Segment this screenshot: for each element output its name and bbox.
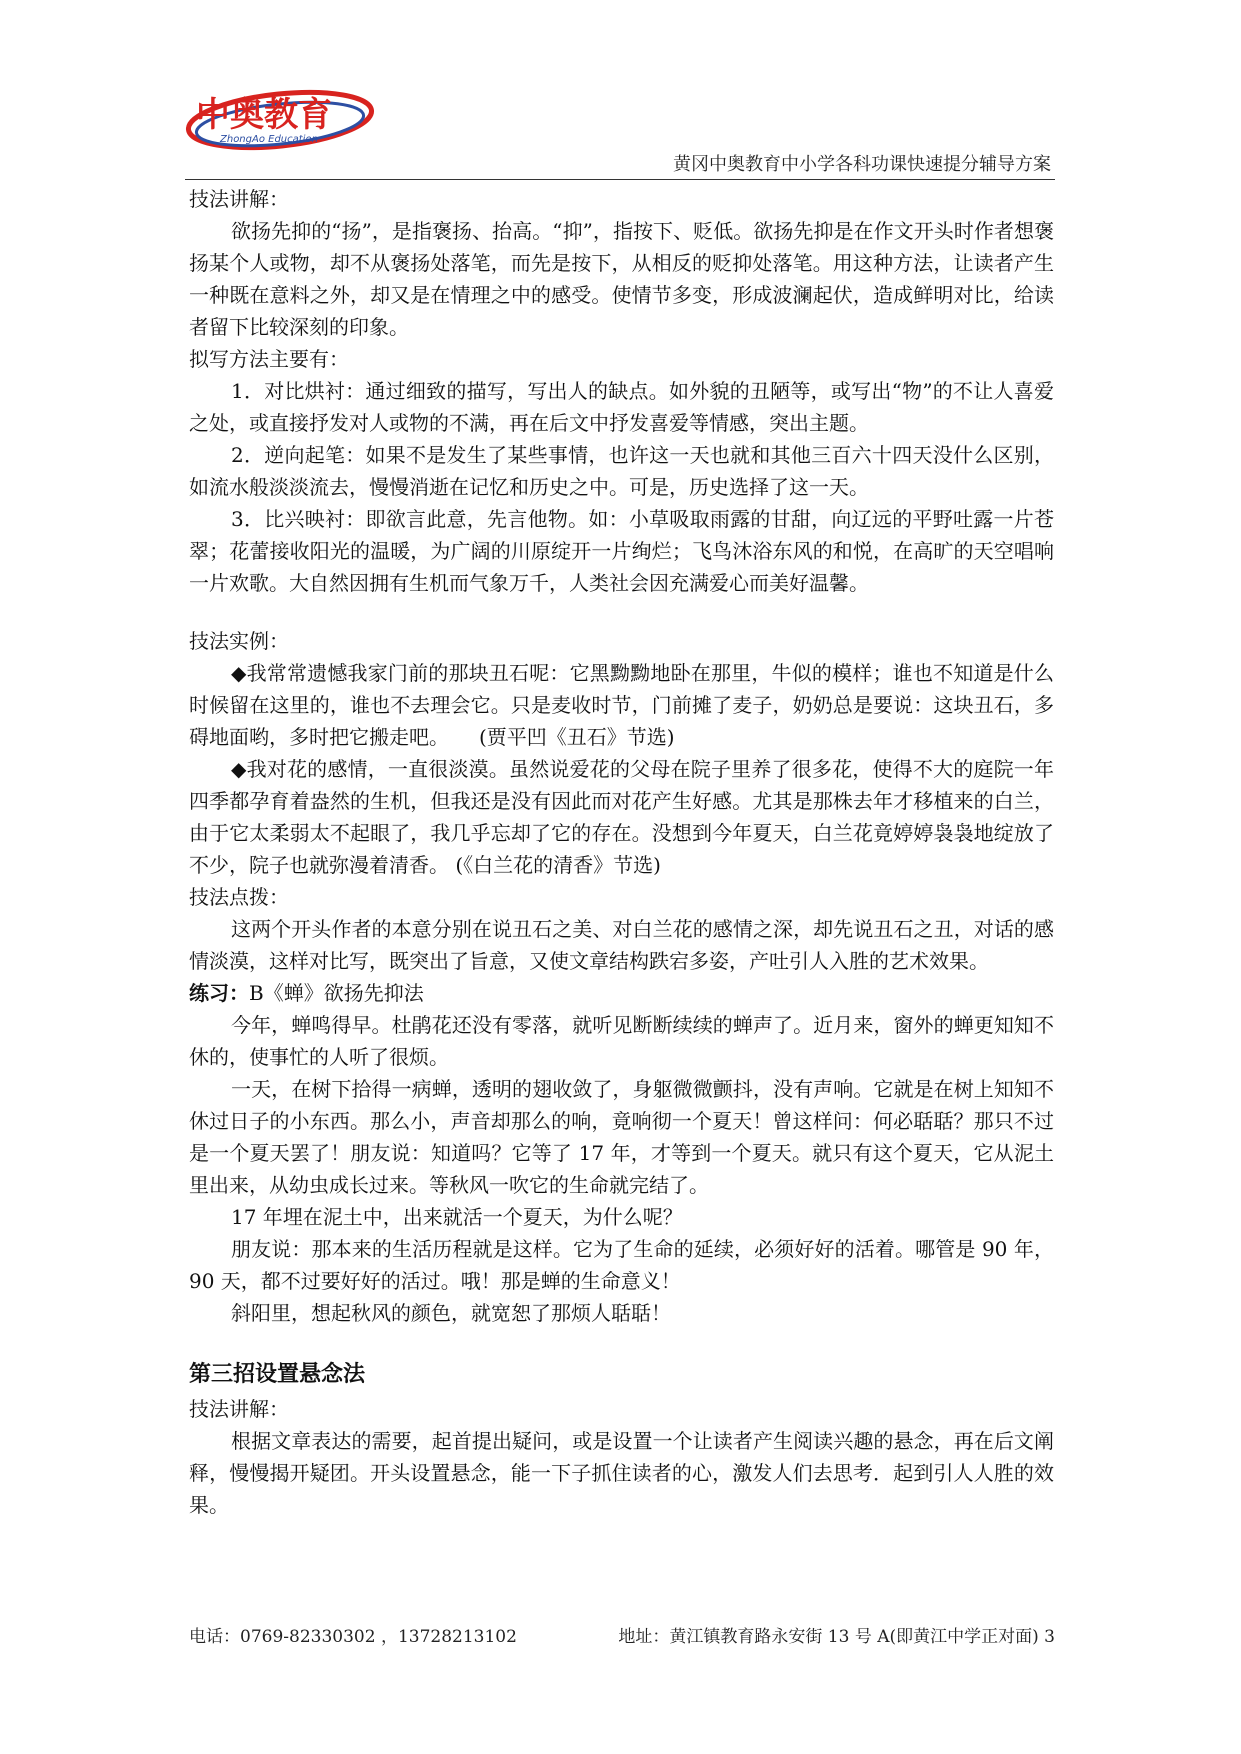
footer-address: 地址：黄江镇教育路永安街 13 号 A(即黄江中学正对面) 3 bbox=[618, 1627, 1055, 1647]
subheading-examples: 技法实例： bbox=[189, 629, 289, 653]
subheading-methods: 拟写方法主要有： bbox=[189, 347, 349, 371]
paragraph: 2．逆向起笔：如果不是发生了某些事情，也许这一天也就和其他三百六十四天没什么区别，如流水般淡淡流去，慢慢消逝在记忆和历史之中。可是，历史选择了这一天。 bbox=[189, 443, 1054, 499]
paragraph: 一天，在树下拾得一病蝉，透明的翅收敛了，身躯微微颤抖，没有声响。它就是在树上知知不休过日子的小东西。那么小，声音却那么的响，竟响彻一个夏天！曾这样问：何必聒聒？那只不过是一个夏天罢了！朋友说：知道吗？它等了 17 年，才等到一个夏天。就只有这个夏天，它从泥土里出来，从幼虫成长过来。等秋风一吹它的生命就完结了。 bbox=[189, 1077, 1054, 1197]
paragraph: 17 年埋在泥土中，出来就活一个夏天，为什么呢？ bbox=[231, 1205, 683, 1229]
example-paragraph: ◆我对花的感情，一直很淡漠。虽然说爱花的父母在院子里养了很多花，使得不大的庭院一年四季都孕育着盎然的生机，但我还是没有因此而对花产生好感。尤其是那株去年才移植来的白兰，由于它太柔弱太不起眼了，我几乎忘却了它的存在。没想到今年夏天，白兰花竟婷婷袅袅地绽放了不少，院子也就弥漫着清香。 (《白兰花的清香》节选) bbox=[189, 757, 1054, 877]
exercise-title: B《蝉》欲扬先抑法 bbox=[249, 981, 424, 1005]
footer bbox=[189, 1622, 1055, 1647]
exercise-heading bbox=[189, 977, 1054, 1009]
subheading-technique: 技法讲解： bbox=[189, 187, 289, 211]
paragraph: 斜阳里，想起秋风的颜色，就宽恕了那烦人聒聒！ bbox=[231, 1301, 671, 1325]
logo-text-cn: 中奥教育 bbox=[196, 95, 332, 135]
spacer bbox=[189, 599, 1054, 625]
section-title: 第三招设置悬念法 bbox=[189, 1362, 366, 1387]
logo-text-en: ZhongAo Education bbox=[220, 134, 318, 145]
subheading-technique: 技法讲解： bbox=[189, 1397, 289, 1421]
paragraph: 今年，蝉鸣得早。杜鹃花还没有零落，就听见断断续续的蝉声了。近月来，窗外的蝉更知知不休的，使事忙的人听了很烦。 bbox=[189, 1013, 1054, 1069]
paragraph: 朋友说：那本来的生活历程就是这样。它为了生命的延续，必须好好的活着。哪管是 90 年，90 天，都不过要好好的活过。哦！那是蝉的生命意义！ bbox=[189, 1237, 1054, 1293]
document-body bbox=[189, 183, 1054, 1521]
paragraph: 这两个开头作者的本意分别在说丑石之美、对白兰花的感情之深，却先说丑石之丑，对话的感情淡漠，这样对比写，既突出了旨意，又使文章结构跌宕多姿，产吐引人入胜的艺术效果。 bbox=[189, 917, 1054, 973]
paragraph: 1．对比烘衬：通过细致的描写，写出人的缺点。如外貌的丑陋等，或写出“物”的不让人喜爱之处，或直接抒发对人或物的不满，再在后文中抒发喜爱等情感，突出主题。 bbox=[189, 379, 1054, 435]
header-title: 黄冈中奥教育中小学各科功课快速提分辅导方案 bbox=[673, 154, 1051, 175]
subheading-tips: 技法点拨： bbox=[189, 885, 289, 909]
example-paragraph: ◆我常常遗憾我家门前的那块丑石呢：它黑黝黝地卧在那里，牛似的模样；谁也不知道是什么时候留在这里的，谁也不去理会它。只是麦收时节，门前摊了麦子，奶奶总是要说：这块丑石，多碍地面哟，多时把它搬走吧。 (贾平凹《丑石》节选) bbox=[189, 661, 1054, 749]
exercise-label: 练习： bbox=[189, 981, 249, 1005]
paragraph: 欲扬先抑的“扬”，是指褒扬、抬高。“抑”，指按下、贬低。欲扬先抑是在作文开头时作者想褒扬某个人或物，却不从褒扬处落笔，而先是按下，从相反的贬抑处落笔。用这种方法，让读者产生一种既在意料之外，却又是在情理之中的感受。使情节多变，形成波澜起伏，造成鲜明对比，给读者留下比较深刻的印象。 bbox=[189, 219, 1054, 339]
header-divider bbox=[185, 179, 1055, 180]
logo-graphic bbox=[180, 84, 380, 164]
logo bbox=[180, 84, 380, 164]
footer-phone: 电话：0769-82330302 ，13728213102 bbox=[189, 1627, 517, 1647]
paragraph: 根据文章表达的需要，起首提出疑问，或是设置一个让读者产生阅读兴趣的悬念，再在后文阐释，慢慢揭开疑团。开头设置悬念，能一下子抓住读者的心，激发人们去思考．起到引人人胜的效果。 bbox=[189, 1429, 1054, 1517]
paragraph: 3．比兴映衬：即欲言此意，先言他物。如：小草吸取雨露的甘甜，向辽远的平野吐露一片苍翠；花蕾接收阳光的温暖，为广阔的川原绽开一片绚烂；飞鸟沐浴东风的和悦，在高旷的天空唱响一片欢歌。大自然因拥有生机而气象万千，人类社会因充满爱心而美好温馨。 bbox=[189, 507, 1054, 595]
